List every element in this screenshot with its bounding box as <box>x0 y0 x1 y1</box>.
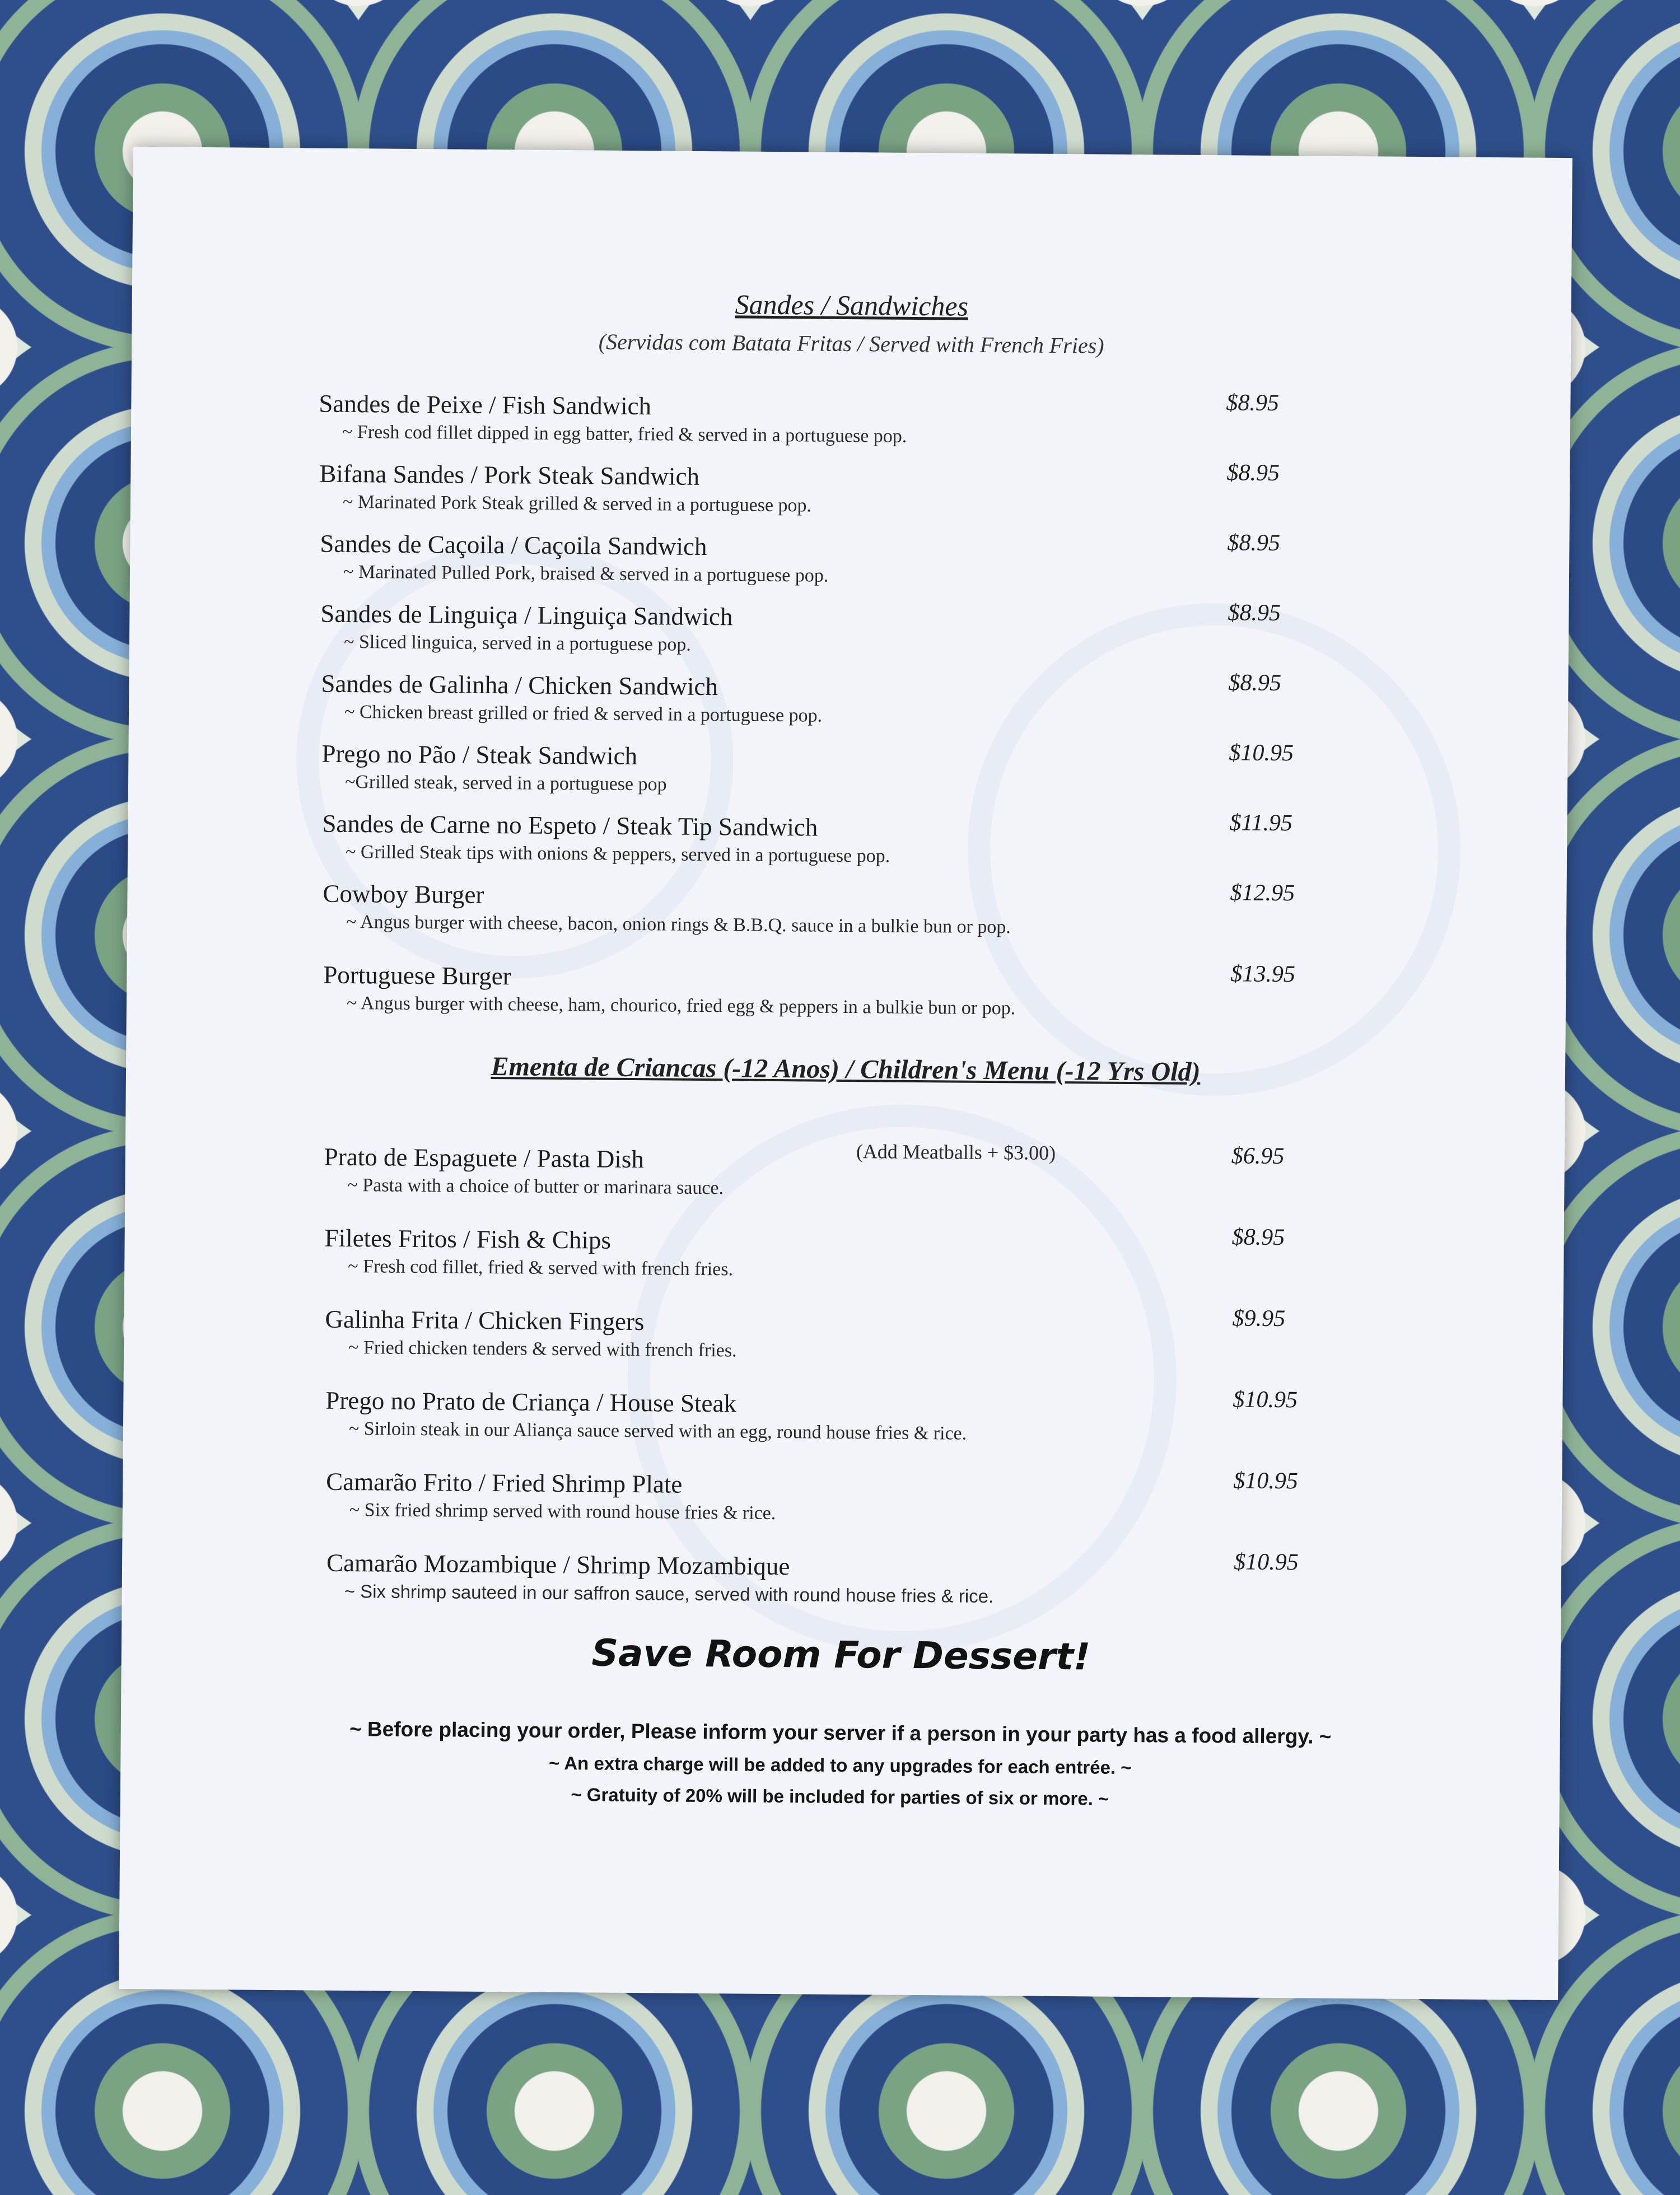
menu-item <box>319 459 1552 530</box>
menu-item <box>323 879 1555 950</box>
item-price: $8.95 <box>1228 600 1281 627</box>
menu-item <box>320 599 1553 670</box>
allergy-note: ~ Before placing your order, Please inform your server if a person in your party has a food allergy. ~ <box>349 1717 1332 1748</box>
item-description: ~ Six fried shrimp served with round house fries & rice. <box>349 1500 776 1524</box>
item-price: $10.95 <box>1233 1549 1299 1576</box>
menu-item <box>326 1548 1558 1619</box>
dessert-heading: Save Room For Dessert! <box>591 1631 1091 1679</box>
item-description: ~ Grilled Steak tips with onions & peppers, served in a portuguese pop. <box>345 841 890 867</box>
item-description: ~ Angus burger with cheese, ham, chourico, fried egg & peppers in a bulkie bun or pop. <box>346 992 1016 1019</box>
upgrade-charge-note: ~ An extra charge will be added to any upgrades for each entrée. ~ <box>548 1752 1132 1778</box>
item-add-on: (Add Meatballs + $3.00) <box>856 1140 1056 1164</box>
item-name: Bifana Sandes / Pork Steak Sandwich <box>319 459 700 491</box>
menu-item <box>325 1305 1557 1376</box>
item-description: ~ Marinated Pork Steak grilled & served in a portuguese pop. <box>342 491 812 516</box>
menu-page <box>119 147 1572 2000</box>
menu-item <box>324 1223 1557 1295</box>
item-price: $13.95 <box>1230 961 1296 988</box>
item-price: $8.95 <box>1226 390 1280 417</box>
item-name: Sandes de Carne no Espeto / Steak Tip Sandwich <box>322 809 818 842</box>
item-name: Cowboy Burger <box>323 879 484 909</box>
item-description: ~ Sliced linguica, served in a portuguese pop. <box>343 631 692 655</box>
menu-item <box>322 809 1555 880</box>
item-description: ~ Fresh cod fillet dipped in egg batter, fried & served in a portuguese pop. <box>342 421 907 447</box>
item-price: $9.95 <box>1232 1305 1286 1332</box>
item-name: Prato de Espaguete / Pasta Dish <box>324 1142 645 1174</box>
menu-item <box>321 669 1553 740</box>
menu-item <box>326 1467 1558 1538</box>
item-price: $10.95 <box>1233 1386 1298 1413</box>
item-description: ~ Six shrimp sauteed in our saffron sauce, served with round house fries & rice. <box>344 1580 994 1607</box>
item-name: Camarão Mozambique / Shrimp Mozambique <box>326 1548 790 1581</box>
menu-item <box>323 960 1556 1031</box>
item-name: Prego no Prato de Criança / House Steak <box>325 1386 737 1418</box>
item-name: Sandes de Galinha / Chicken Sandwich <box>321 669 718 701</box>
item-price: $8.95 <box>1231 1224 1285 1251</box>
section-title-sandwiches: Sandes / Sandwiches <box>735 288 969 322</box>
item-price: $8.95 <box>1228 670 1282 697</box>
item-price: $10.95 <box>1233 1468 1298 1495</box>
item-description: ~ Fresh cod fillet, fried & served with french fries. <box>348 1256 734 1280</box>
section-subtitle-sandwiches: (Servidas com Batata Fritas / Served with French Fries) <box>598 329 1104 358</box>
item-description: ~ Sirloin steak in our Aliança sauce served with an egg, round house fries & rice. <box>348 1418 967 1444</box>
item-name: Sandes de Caçoila / Caçoila Sandwich <box>320 529 707 561</box>
item-name: Prego no Pão / Steak Sandwich <box>321 739 638 770</box>
item-name: Portuguese Burger <box>323 960 511 991</box>
menu-item <box>320 529 1552 600</box>
item-name: Sandes de Peixe / Fish Sandwich <box>319 389 652 421</box>
menu-item <box>319 389 1551 460</box>
item-description: ~ Angus burger with cheese, bacon, onion rings & B.B.Q. sauce in a bulkie bun or pop. <box>346 911 1011 938</box>
menu-item <box>321 739 1554 810</box>
item-price: $6.95 <box>1231 1143 1285 1170</box>
item-price: $10.95 <box>1229 740 1294 767</box>
item-description: ~ Pasta with a choice of butter or marinara sauce. <box>347 1175 724 1199</box>
item-description: ~ Chicken breast grilled or fried & served in a portuguese pop. <box>344 701 823 726</box>
item-description: ~ Marinated Pulled Pork, braised & served in a portuguese pop. <box>343 561 829 586</box>
item-name: Filetes Fritos / Fish & Chips <box>324 1223 612 1254</box>
item-price: $11.95 <box>1229 810 1293 837</box>
item-price: $8.95 <box>1227 530 1281 557</box>
item-name: Sandes de Linguiça / Linguiça Sandwich <box>320 599 733 631</box>
gratuity-note: ~ Gratuity of 20% will be included for parties of six or more. ~ <box>571 1784 1109 1809</box>
item-price: $8.95 <box>1226 460 1280 487</box>
menu-item <box>325 1386 1558 1457</box>
item-name: Camarão Frito / Fried Shrimp Plate <box>326 1467 683 1498</box>
item-description: ~ Fried chicken tenders & served with french fries. <box>348 1337 737 1361</box>
item-price: $12.95 <box>1230 880 1295 907</box>
item-name: Galinha Frita / Chicken Fingers <box>325 1305 645 1336</box>
item-description: ~Grilled steak, served in a portuguese pop <box>344 771 667 795</box>
menu-item <box>324 1142 1556 1213</box>
section-title-children: Ementa de Criancas (-12 Anos) / Children's Menu (-12 Yrs Old) <box>491 1052 1201 1087</box>
